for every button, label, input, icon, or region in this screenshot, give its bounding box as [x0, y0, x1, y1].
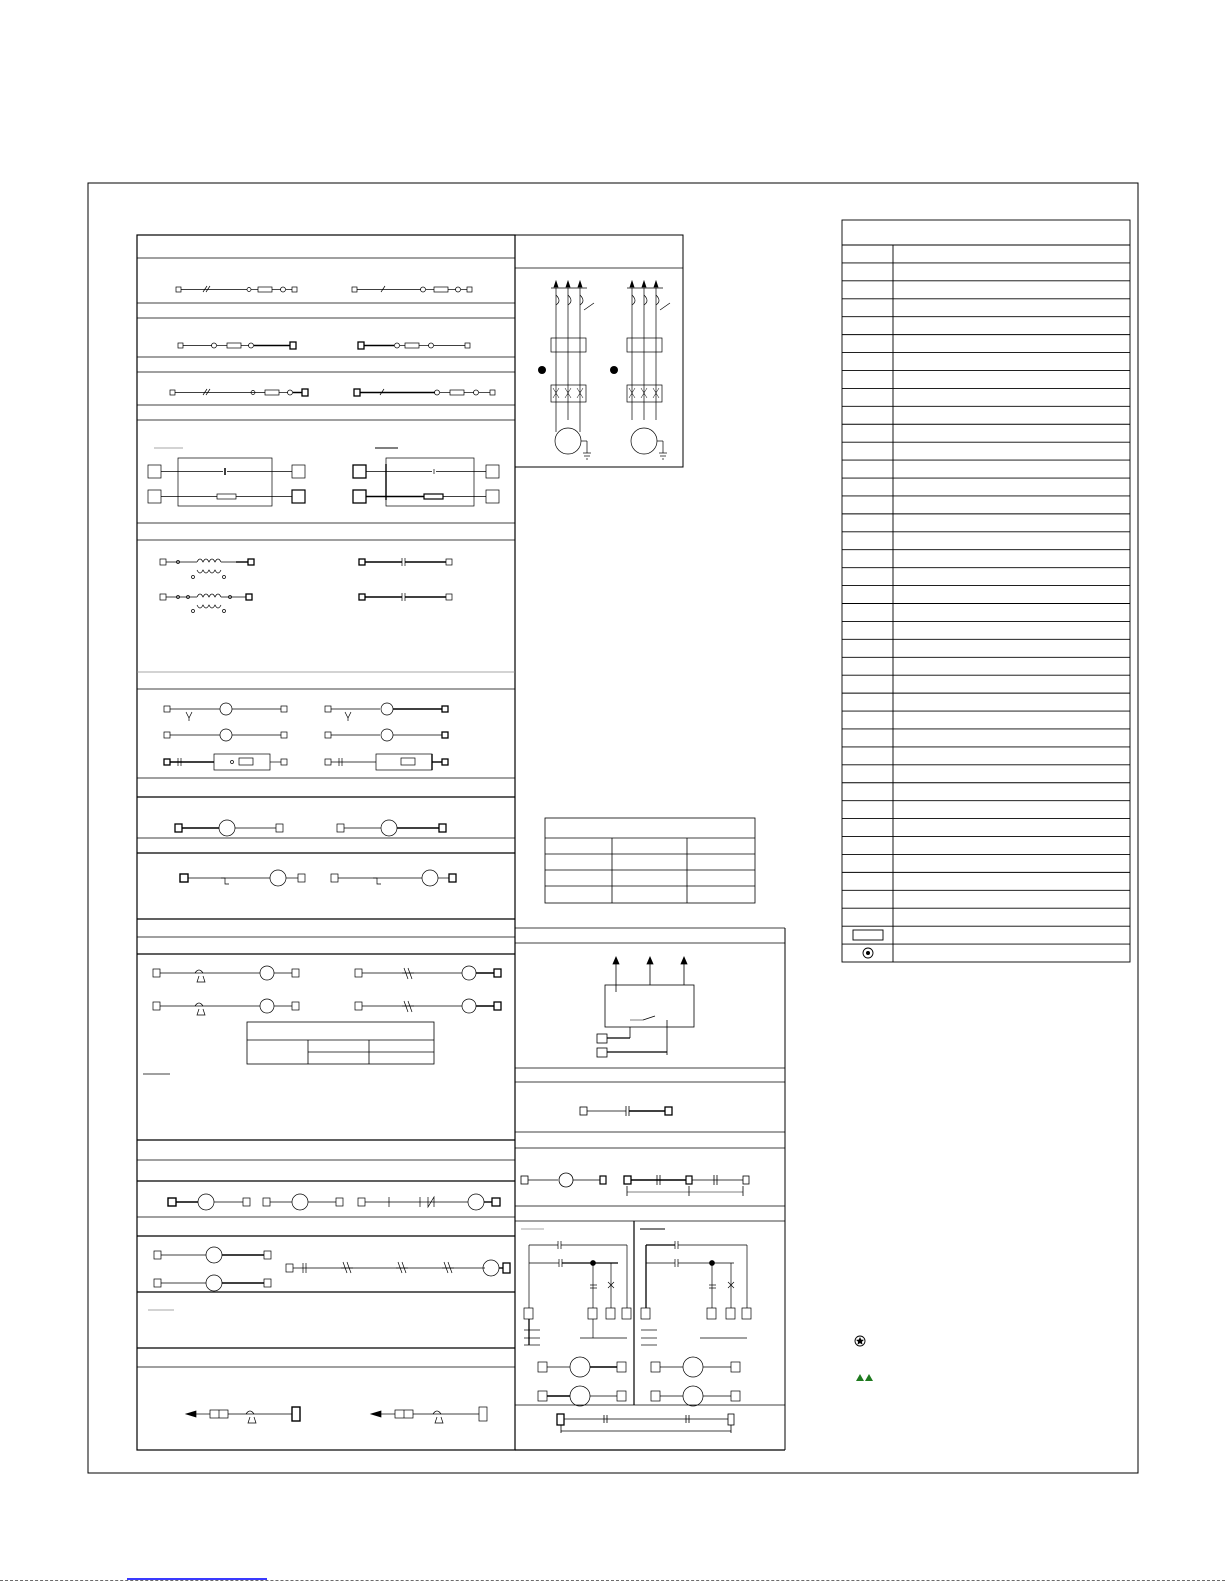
box-sub-diagram [148, 448, 499, 506]
schematic-panel-middle [515, 928, 785, 1450]
phase-relay [597, 957, 694, 1057]
circuit-row-2 [178, 342, 470, 349]
start-capacitor-left [521, 1229, 631, 1406]
starter-right [610, 281, 670, 459]
coil-rows [164, 703, 448, 770]
star-circle-icon [855, 1336, 865, 1346]
motor-caps-row [521, 1173, 749, 1196]
motor-starter-panel [515, 235, 683, 467]
legend-rows [842, 263, 1130, 944]
fittings-row [186, 1407, 487, 1423]
starter-left [538, 281, 594, 459]
capacitor-line [580, 1106, 672, 1116]
section-dividers [137, 258, 515, 1367]
rectangle-icon [853, 930, 883, 940]
middle-table [545, 818, 755, 903]
transformer-row [160, 558, 452, 613]
footer-link[interactable] [127, 1578, 267, 1580]
run-capacitor-line [557, 1414, 734, 1433]
motor-row-b [180, 870, 456, 886]
start-capacitor-right [640, 1229, 751, 1406]
double-triangle-icon [856, 1374, 873, 1381]
legend-table [842, 220, 1130, 962]
left-panel-table [143, 1022, 434, 1074]
motor-row-d [148, 1247, 510, 1310]
page-footer-rule [0, 1580, 1225, 1581]
thermostat-rows [153, 966, 501, 1015]
schematic-panel-left [137, 235, 515, 1450]
motor-row-c [168, 1194, 500, 1210]
circle-dot-icon [863, 948, 873, 958]
circuit-row-3 [170, 389, 495, 396]
circuit-row-1 [176, 286, 472, 292]
motor-row-a [175, 820, 446, 836]
